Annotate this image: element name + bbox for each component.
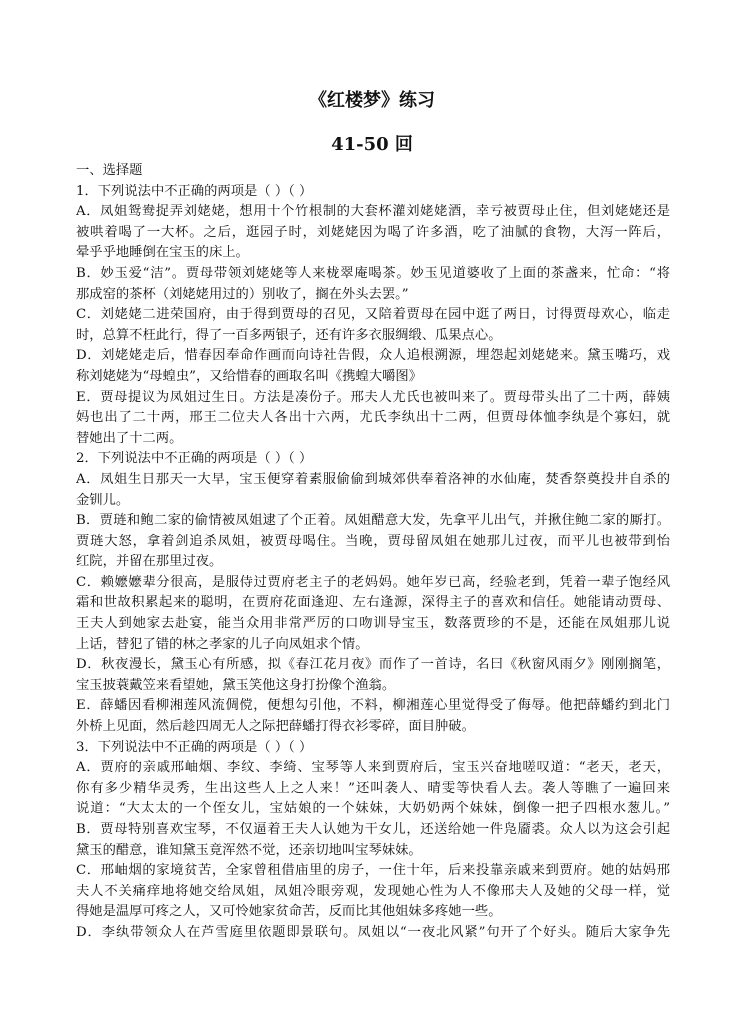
text-line: 宝玉披蓑戴笠来看望她，黛玉笑他这身打扮像个渔翁。 — [76, 677, 396, 693]
text-line: D．李纨带领众人在芦雪庭里依题即景联句。凤姐以“一夜北风紧”句开了个好头。随后大家争先 — [76, 924, 670, 940]
text-line: A．凤姐鸳鸯捉弄刘姥姥，想用十个竹根制的大套杯灌刘姥姥酒，幸亏被贾母止住，但刘姥姥还是 — [76, 204, 670, 220]
text-line: B．贾母特别喜欢宝琴，不仅逼着王夫人认她为干女儿，还送给她一件凫靥裘。众人以为这会引起 — [76, 822, 670, 837]
text-line: 夫人不关痛痒地将她交给凤姐，凤姐冷眼旁观，发现她心性为人不像邢夫人及她的父母一样，觉 — [76, 883, 670, 899]
text-line: A．凤姐生日那天一大早，宝玉便穿着素服偷偷到城郊供奉着洛神的水仙庵，焚香祭奠投井自杀的 — [76, 471, 670, 487]
text-line: C．赖嬷嬷辈分很高，是服侍过贾府老主子的老妈妈。她年岁已高，经验老到，凭着一辈子饱经风 — [76, 574, 670, 590]
text-line: 1．下列说法中不正确的两项是（ ）（ ） — [76, 183, 313, 199]
text-line: B．妙玉爱“洁”。贾母带领刘姥姥等人来栊翠庵喝茶。妙玉见道婆收了上面的茶盏来，忙命：“将 — [76, 265, 670, 281]
text-line: E．贾母提议为凤姐过生日。方法是凑份子。邢夫人尤氏也被叫来了。贾母带头出了二十两，薛姨 — [76, 389, 670, 405]
text-line: B．贾琏和鲍二家的偷情被凤姐逮了个正着。凤姐醋意大发，先拿平儿出气，并揪住鲍二家的厮打。 — [76, 513, 670, 529]
text-line: 称刘姥姥为“母蝗虫”，又给惜春的画取名叫《携蝗大嚼图》 — [76, 368, 423, 384]
text-line: 上话，替犯了错的林之孝家的儿子向凤姐求个情。 — [76, 636, 369, 652]
text-line: A．贾府的亲戚邢岫烟、李纹、李绮、宝琴等人来到贾府后，宝玉兴奋地嗟叹道：“老天，老天， — [76, 760, 670, 776]
text-line: E．薛蟠因看柳湘莲风流倜傥，便想勾引他，不料，柳湘莲心里觉得受了侮辱。他把薛蟠约到北门 — [76, 698, 670, 714]
text-line: 外桥上见面，然后趁四周无人之际把薛蟠打得衣衫零碎，面目肿破。 — [76, 719, 475, 735]
text-line: 你有多少精华灵秀，生出这些人上之人来！”还叫袭人、晴雯等快看人去。袭人等瞧了一遍回来 — [76, 780, 670, 796]
text-line: 妈也出了二十两，邢王二位夫人各出十六两，尤氏李纨出十二两，但贾母体恤李纨是个寡妇，就 — [76, 410, 670, 426]
text-line: 那成窑的茶杯（刘姥姥用过的）别收了，搁在外头去罢。” — [76, 286, 409, 302]
text-line: 红院，并留在那里过夜。 — [76, 554, 223, 570]
text-line: C．刘姥姥二进荣国府，由于得到贾母的召见，又陪着贾母在园中逛了两日，讨得贾母欢心，临走 — [76, 307, 670, 323]
text-line: 贾琏大怒，拿着剑追杀凤姐，被贾母喝住。当晚，贾母留凤姐在她那儿过夜，而平儿也被带到怡 — [76, 533, 670, 549]
text-line: D．刘姥姥走后，惜春因奉命作画而向诗社告假，众人追根溯源，埋怨起刘姥姥来。黛玉嘴巧，戏 — [76, 348, 670, 364]
text-line: 得她是温厚可疼之人，又可怜她家贫命苦，反而比其他姐妹多疼她一些。 — [76, 904, 502, 920]
text-line: 王夫人到她家去赴宴，能当众用非常严厉的口吻训导宝玉，数落贾珍的不是，还能在凤姐那儿说 — [76, 616, 670, 632]
document-body — [76, 161, 670, 944]
text-line: 晕乎乎地睡倒在宝玉的床上。 — [76, 245, 249, 261]
document-title: 《红楼梦》练习 — [309, 90, 435, 111]
text-line: 被哄着喝了一大杯。之后，逛园子时，刘姥姥因为喝了许多酒，吃了油腻的食物，大泻一阵后， — [76, 224, 670, 240]
text-line: 3．下列说法中不正确的两项是（ ）（ ） — [76, 739, 313, 755]
text-line: D．秋夜漫长，黛玉心有所感，拟《春江花月夜》而作了一首诗，名曰《秋窗风雨夕》刚刚搁笔， — [76, 657, 670, 673]
text-line: 替她出了十二两。 — [76, 430, 183, 446]
text-line: 说道：“大太太的一个侄女儿，宝姑娘的一个妹妹，大奶奶两个妹妹，倒像一把子四根水葱儿。” — [76, 801, 670, 817]
text-line: 金钏儿。 — [76, 492, 130, 508]
document-subtitle: 41-50 回 — [331, 134, 413, 155]
text-line: 黛玉的醋意，谁知黛玉竟浑然不觉，还亲切地叫宝琴妹妹。 — [76, 842, 422, 858]
text-line: 霜和世故积累起来的聪明，在贾府花面逢迎、左右逢源，深得主子的喜欢和信任。她能请动贾母、 — [76, 595, 670, 611]
text-line: 一、选择题 — [76, 163, 143, 178]
text-line: 时，总算不枉此行，得了一百多两银子，还有许多衣服绸缎、瓜果点心。 — [76, 327, 502, 343]
text-line: 2．下列说法中不正确的两项是（ ）（ ） — [76, 451, 313, 467]
text-line: C．邢岫烟的家境贫苦，全家曾租借庙里的房子，一住十年，后来投靠亲戚来到贾府。她的姑妈邢 — [76, 863, 670, 879]
